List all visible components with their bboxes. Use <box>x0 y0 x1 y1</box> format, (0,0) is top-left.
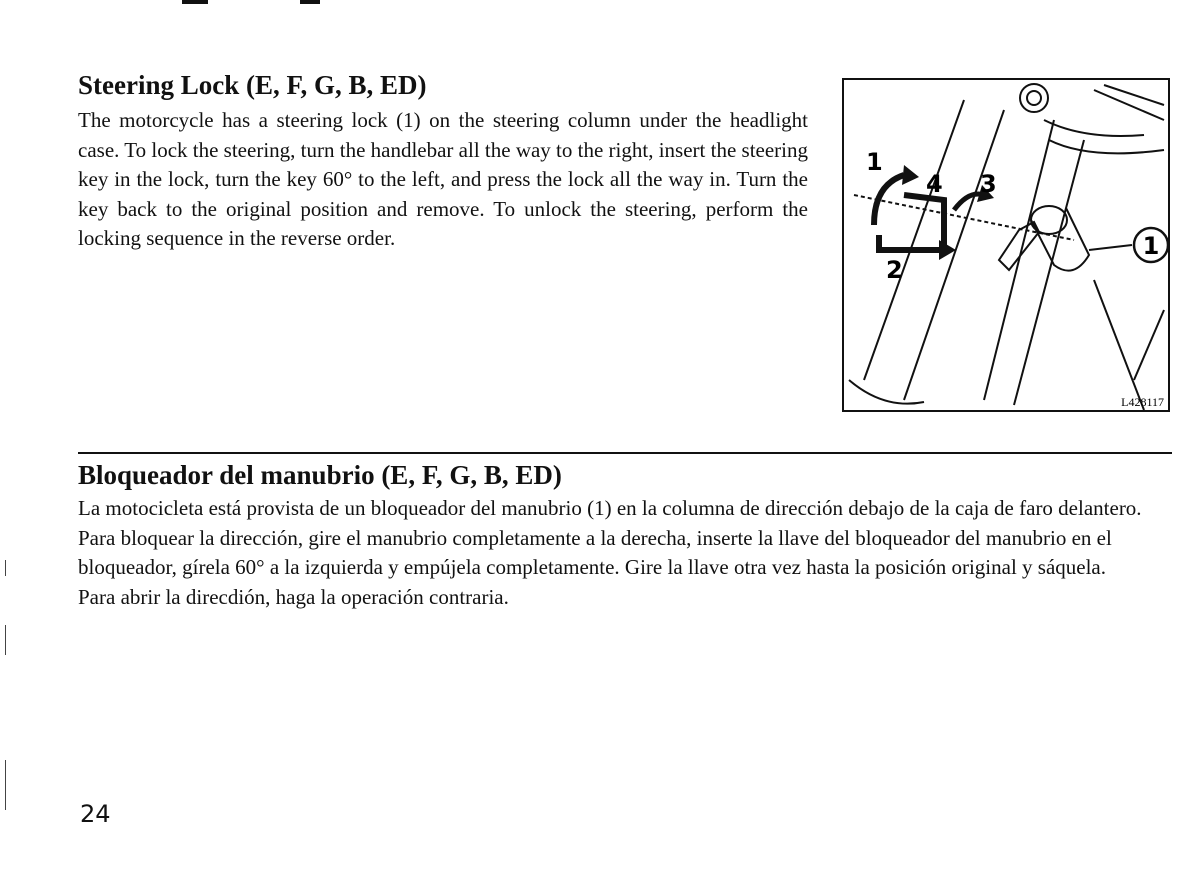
step-label-1: 1 <box>866 148 883 176</box>
margin-mark <box>5 625 6 655</box>
spanish-section <box>78 458 1176 612</box>
section-divider <box>78 452 1172 454</box>
english-heading: Steering Lock (E, F, G, B, ED) <box>78 70 427 100</box>
top-crop-mark-left <box>182 0 208 4</box>
figure-code: L428117 <box>1121 395 1164 409</box>
step-label-4: 4 <box>926 170 943 198</box>
steering-lock-illustration <box>842 78 1170 412</box>
page-number: 24 <box>80 800 111 828</box>
step-label-2: 2 <box>886 256 903 284</box>
spanish-paragraph-2: Para abrir la direcdión, haga la operación contraria. <box>78 584 509 609</box>
step-label-3: 3 <box>980 170 997 198</box>
spanish-heading: Bloqueador del manubrio (E, F, G, B, ED) <box>78 460 562 490</box>
english-paragraph: The motorcycle has a steering lock (1) on the steering column under the headlight case. To lock the steering, turn the handlebar all the way to the right, insert the steering key in the lock, turn the key 60° to the left, and press the lock all the way in. Turn the key back to the original position and remove. To unlock the steering, perform the locking sequence in the reverse order. <box>78 108 808 251</box>
callout-number: 1 <box>1142 232 1160 260</box>
steering-lock-drawing <box>844 80 1172 414</box>
margin-mark <box>5 560 6 576</box>
english-section <box>78 68 808 254</box>
spanish-paragraph: La motocicleta está provista de un bloqueador del manubrio (1) en la columna de dirección debajo de la caja de faro delantero. Para bloquear la dirección, gire el manubrio completamente a la derecha, inserte la llave del bloqueador del manubrio en el bloqueador, gírela 60° a la izquierda y empújela completamente. Gire la llave otra vez hasta la posición original y sáquela. <box>78 496 1142 580</box>
margin-mark <box>5 760 6 810</box>
top-crop-mark-right <box>300 0 320 4</box>
